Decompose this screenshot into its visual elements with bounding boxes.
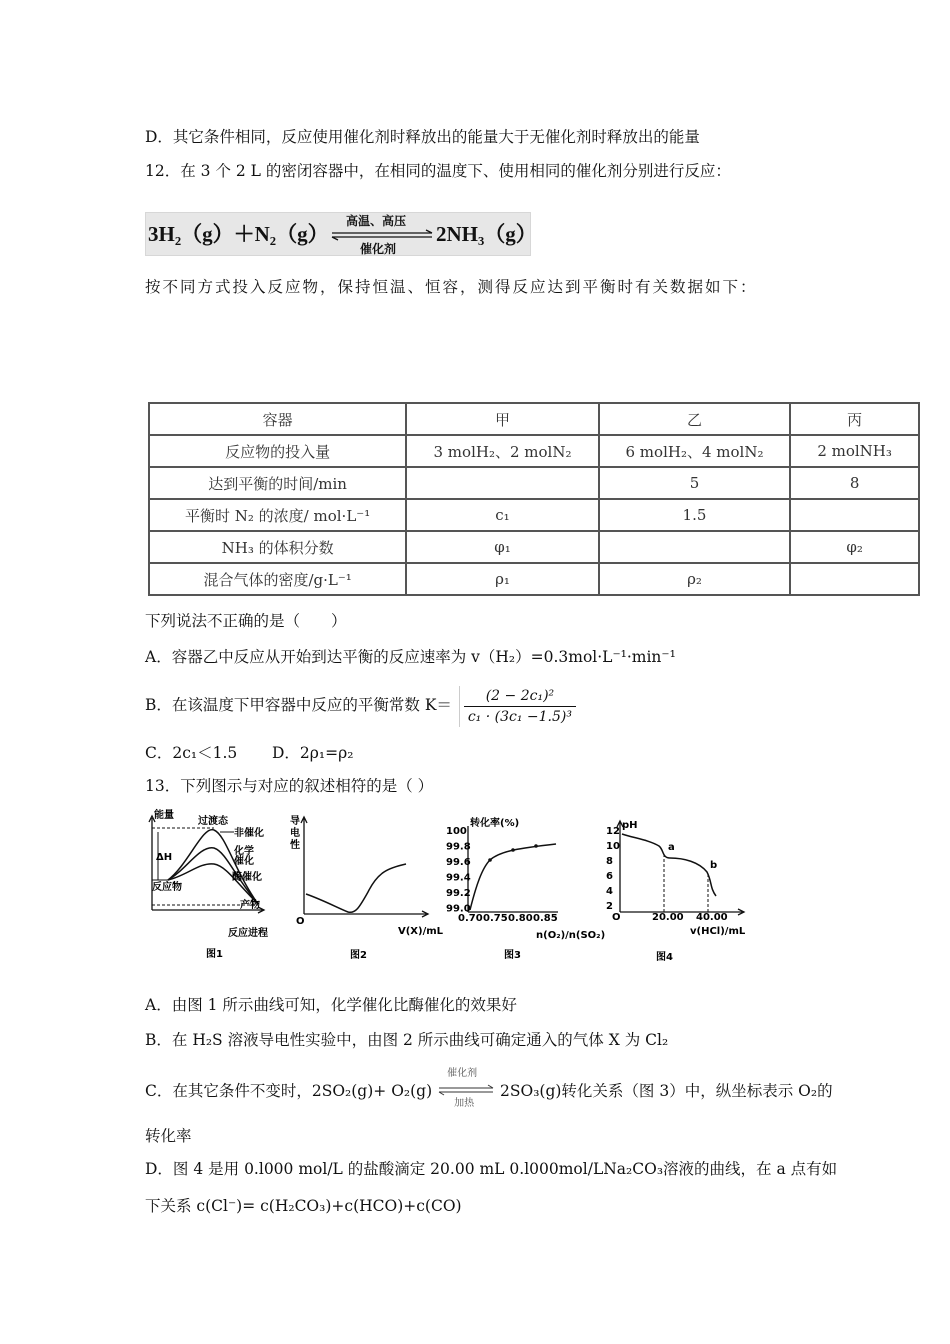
table-cell: 8 bbox=[790, 467, 919, 499]
table-cell bbox=[599, 531, 791, 563]
equilibrium-arrow-icon bbox=[330, 230, 436, 240]
q13-option-c-continued: 转化率 bbox=[145, 1127, 192, 1145]
fig1-x-label: 反应进程 bbox=[228, 928, 268, 939]
q13-option-d-continued: 下关系 c(Cl⁻)= c(H₂CO₃)+c(HCO)+c(CO) bbox=[145, 1197, 462, 1215]
q13-option-a: A．由图 1 所示曲线可知，化学催化比酶催化的效果好 bbox=[145, 996, 517, 1014]
table-header-cell: 乙 bbox=[599, 403, 791, 435]
fig4-x-label: v(HCl)/mL bbox=[690, 926, 746, 937]
fig3-x-tick: 0.70 bbox=[458, 913, 483, 924]
fig3-x-label: n(O₂)/n(SO₂) bbox=[536, 930, 606, 941]
conversion-curve bbox=[470, 844, 556, 910]
table-row bbox=[149, 499, 919, 531]
table-cell: 5 bbox=[599, 467, 791, 499]
q11-option-d: D．其它条件相同，反应使用催化剂时释放出的能量大于无催化剂时释放出的能量 bbox=[145, 128, 700, 146]
fig3-y-tick: 99.2 bbox=[446, 888, 471, 899]
table-header-row bbox=[149, 403, 919, 435]
fig3-x-tick: 0.85 bbox=[533, 913, 558, 924]
equation-condition-bottom: 催化剂 bbox=[360, 242, 397, 256]
data-point bbox=[534, 844, 538, 848]
fig2-x-label: V(X)/mL bbox=[398, 926, 444, 937]
q13-option-c-suffix: 2SO₃(g)转化关系（图 3）中，纵坐标表示 O₂的 bbox=[500, 1082, 833, 1100]
table-cell: NH₃ 的体积分数 bbox=[149, 531, 406, 563]
table-header-cell: 甲 bbox=[406, 403, 599, 435]
fig1-product-label: 产物 bbox=[240, 900, 260, 911]
data-point bbox=[511, 848, 515, 852]
fig4-y-label: pH bbox=[622, 820, 638, 831]
fig3-x-tick: 0.75 bbox=[483, 913, 508, 924]
fig4-x-tick: 20.00 bbox=[652, 912, 684, 923]
table-row bbox=[149, 467, 919, 499]
figure-3-conversion-rate bbox=[440, 816, 608, 962]
conductivity-curve bbox=[306, 864, 406, 912]
fig4-y-tick: 6 bbox=[606, 871, 613, 882]
table-cell: 1.5 bbox=[599, 499, 791, 531]
fig1-reactant-label: 反应物 bbox=[152, 882, 182, 893]
fig2-y-label-2: 电 bbox=[290, 828, 300, 839]
fig3-y-tick: 99.0 bbox=[446, 903, 471, 915]
q12-stem: 12．在 3 个 2 L 的密闭容器中，在相同的温度下、使用相同的催化剂分别进行反应： bbox=[145, 162, 731, 180]
equation-right: 2NH₃（g） bbox=[436, 222, 537, 246]
table-header-cell: 丙 bbox=[790, 403, 919, 435]
fig1-y-label: 能量 bbox=[154, 810, 174, 821]
table-cell: ρ₁ bbox=[406, 563, 599, 595]
fig4-caption: 图4 bbox=[656, 952, 673, 963]
fig3-y-ticks bbox=[446, 826, 471, 915]
q12-option-c: C．2c₁＜1.5 bbox=[145, 744, 238, 762]
fig3-y-tick: 99.8 bbox=[446, 841, 471, 853]
fig4-point-a: a bbox=[668, 842, 675, 853]
q13-option-c bbox=[145, 1068, 833, 1109]
fig4-x-tick: 40.00 bbox=[696, 912, 728, 923]
equilibrium-constant-fraction bbox=[459, 686, 576, 727]
table-row bbox=[149, 531, 919, 563]
table-header-cell: 容器 bbox=[149, 403, 406, 435]
table-cell: 平衡时 N₂ 的浓度/ mol·L⁻¹ bbox=[149, 499, 406, 531]
data-point bbox=[488, 858, 492, 862]
equation-left: 3H₂（g）＋N₂（g） bbox=[148, 222, 329, 246]
q13-option-c-prefix: C．在其它条件不变时，2SO₂(g)+ O₂(g) bbox=[145, 1082, 433, 1100]
q12-option-b-text: B．在该温度下甲容器中反应的平衡常数 K＝ bbox=[145, 696, 452, 714]
c-condition-bottom: 加热 bbox=[454, 1098, 475, 1109]
reaction-equation bbox=[145, 212, 537, 256]
table-row bbox=[149, 435, 919, 467]
fig3-y-tick: 100 bbox=[446, 826, 467, 837]
fig3-y-tick: 99.6 bbox=[446, 857, 471, 868]
table-cell: 达到平衡的时间/min bbox=[149, 467, 406, 499]
table-cell bbox=[790, 499, 919, 531]
q12-option-a: A．容器乙中反应从开始到达平衡的反应速率为 v（H₂）=0.3mol·L⁻¹·min⁻¹ bbox=[145, 648, 676, 666]
figure-2-conductivity bbox=[288, 812, 444, 961]
figure-1-energy-diagram bbox=[148, 810, 288, 960]
fig4-origin: O bbox=[612, 912, 621, 923]
fig1-enzyme-label: 酶催化 bbox=[232, 872, 262, 883]
fig3-y-label: 转化率(%) bbox=[470, 818, 520, 829]
equilibrium-arrow bbox=[437, 1068, 495, 1109]
fig2-y-label-3: 性 bbox=[290, 840, 300, 851]
table-cell bbox=[406, 467, 599, 499]
fraction-numerator: (2 − 2c₁)² bbox=[464, 686, 576, 707]
table-cell bbox=[790, 563, 919, 595]
q13-option-b: B．在 H₂S 溶液导电性实验中，由图 2 所示曲线可确定通入的气体 X 为 Cl₂ bbox=[145, 1031, 669, 1049]
table-cell: ρ₂ bbox=[599, 563, 791, 595]
table-cell: 3 molH₂、2 molN₂ bbox=[406, 435, 599, 467]
fig2-y-label-1: 导 bbox=[290, 816, 300, 827]
fig1-chem-label: 化学 bbox=[234, 846, 254, 857]
fraction-denominator: c₁ · (3c₁ −1.5)³ bbox=[467, 708, 572, 725]
table-cell: φ₂ bbox=[790, 531, 919, 563]
table-cell: 混合气体的密度/g·L⁻¹ bbox=[149, 563, 406, 595]
fig3-x-tick: 0.80 bbox=[508, 913, 533, 924]
figure-4-titration-curve bbox=[604, 816, 772, 962]
table-row bbox=[149, 563, 919, 595]
fig2-caption: 图2 bbox=[350, 950, 367, 961]
fig4-y-tick: 10 bbox=[606, 841, 620, 852]
q12-option-d: D．2ρ₁=ρ₂ bbox=[272, 744, 354, 762]
table-intro: 按不同方式投入反应物，保持恒温、恒容，测得反应达到平衡时有关数据如下： bbox=[145, 278, 758, 296]
fig3-caption: 图3 bbox=[504, 950, 521, 961]
fig1-uncatalyzed-label: 非催化 bbox=[234, 828, 264, 839]
fig1-dh-label: ΔH bbox=[156, 852, 173, 863]
equilibrium-data-table bbox=[148, 402, 920, 596]
equation-condition-top: 高温、高压 bbox=[346, 214, 407, 228]
q13-stem: 13．下列图示与对应的叙述相符的是（ ） bbox=[145, 777, 434, 795]
q12-option-b bbox=[145, 683, 576, 727]
fig1-caption: 图1 bbox=[206, 949, 223, 960]
table-cell: c₁ bbox=[406, 499, 599, 531]
fig2-origin: O bbox=[296, 916, 305, 927]
fig4-y-tick: 2 bbox=[606, 901, 613, 912]
table-cell: 6 molH₂、4 molN₂ bbox=[599, 435, 791, 467]
c-condition-top: 催化剂 bbox=[447, 1068, 478, 1079]
fig4-y-tick: 12 bbox=[606, 826, 620, 837]
fig4-y-tick: 4 bbox=[606, 886, 613, 897]
q12-question: 下列说法不正确的是（ ） bbox=[145, 612, 347, 630]
fig4-y-tick: 8 bbox=[606, 856, 613, 867]
fig4-y-ticks bbox=[606, 826, 620, 912]
table-cell: φ₁ bbox=[406, 531, 599, 563]
fig1-chem-label-2: 催化 bbox=[234, 856, 254, 867]
fig1-transition-label: 过渡态 bbox=[198, 816, 228, 827]
table-cell: 2 molNH₃ bbox=[790, 435, 919, 467]
fig3-y-tick: 99.4 bbox=[446, 872, 471, 884]
fig4-point-b: b bbox=[710, 860, 718, 871]
table-cell: 反应物的投入量 bbox=[149, 435, 406, 467]
fig3-x-ticks bbox=[458, 913, 558, 924]
q13-option-d: D．图 4 是用 0.l000 mol/L 的盐酸滴定 20.00 mL 0.l000mol/LNa₂CO₃溶液的曲线，在 a 点有如 bbox=[145, 1160, 838, 1178]
